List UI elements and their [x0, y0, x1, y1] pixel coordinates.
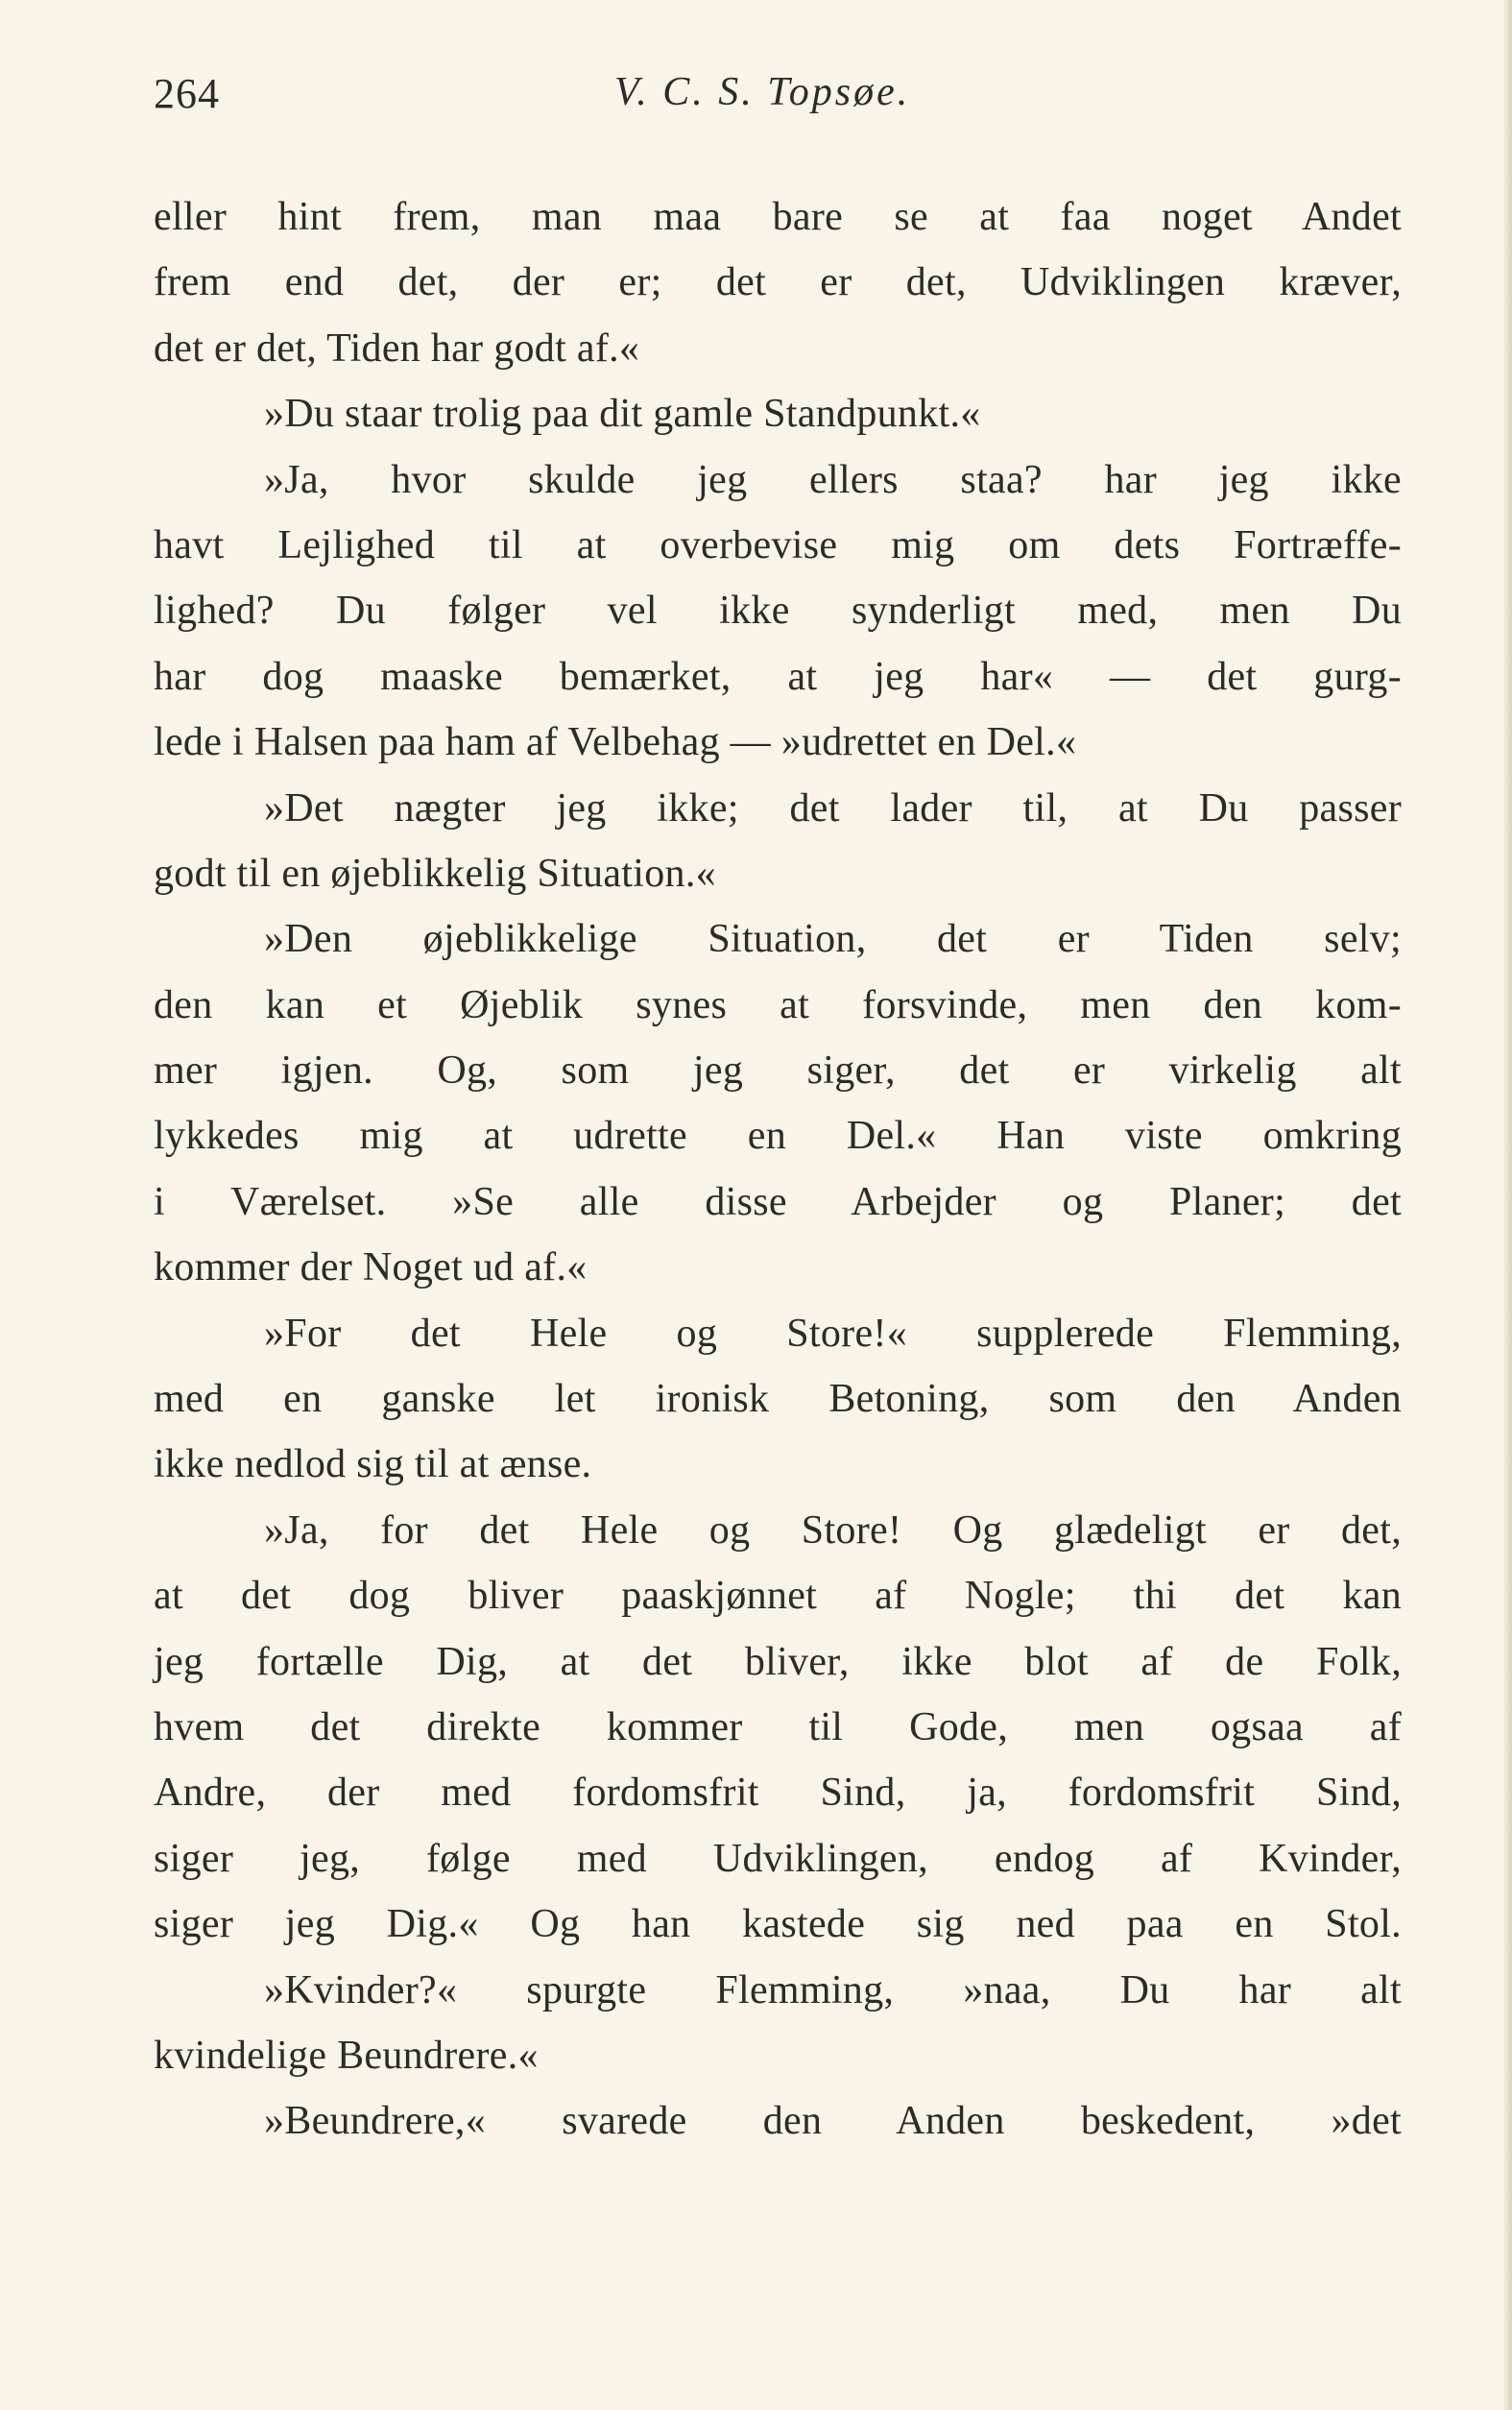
text-line: »Det nægter jeg ikke; det lader til, at Du passer	[264, 785, 1402, 831]
text-line: eller hint frem, man maa bare se at faa noget Andet	[154, 195, 1402, 239]
text-line: »Den øjeblikkelige Situation, det er Tiden selv;	[264, 917, 1402, 962]
text-line: »Kvinder?« spurgte Flemming, »naa, Du har alt	[264, 1967, 1402, 2012]
text-line: i Værelset. »Se alle disse Arbejder og Planer; det	[154, 1179, 1402, 1224]
running-head: V. C. S. Topsøe.	[614, 70, 911, 114]
text-line: »Beundrere,« svarede den Anden beskedent, »det	[264, 2099, 1402, 2144]
text-line: den kan et Øjeblik synes at forsvinde, men den kom-	[154, 982, 1402, 1027]
text-line: »Ja, for det Hele og Store! Og glædeligt er det,	[264, 1507, 1402, 1553]
text-line: kvindelige Beundrere.«	[154, 2033, 539, 2078]
text-line: kommer der Noget ud af.«	[154, 1245, 588, 1290]
text-line: »For det Hele og Store!« supplerede Flemming,	[264, 1311, 1402, 1356]
text-line: Andre, der med fordomsfrit Sind, ja, fordomsfrit Sind,	[154, 1771, 1402, 1816]
text-line: at det dog bliver paaskjønnet af Nogle; thi det kan	[154, 1574, 1402, 1619]
text-line: lede i Halsen paa ham af Velbehag — »udrettet en Del.«	[154, 720, 1077, 765]
text-line: »Ja, hvor skulde jeg ellers staa? har jeg ikke	[264, 457, 1402, 502]
text-line: mer igjen. Og, som jeg siger, det er virkelig alt	[154, 1048, 1402, 1094]
text-line: hvem det direkte kommer til Gode, men ogsaa af	[154, 1704, 1402, 1749]
text-line: jeg fortælle Dig, at det bliver, ikke blot af de Folk,	[154, 1639, 1402, 1684]
text-line: lykkedes mig at udrette en Del.« Han viste omkring	[154, 1114, 1402, 1159]
text-line: siger jeg, følge med Udviklingen, endog af Kvinder,	[154, 1836, 1402, 1881]
page-header	[154, 69, 1402, 127]
page-number: 264	[154, 70, 220, 117]
text-line: havt Lejlighed til at overbevise mig om dets Fortræffe-	[154, 522, 1402, 567]
text-line: frem end det, der er; det er det, Udviklingen kræver,	[154, 260, 1402, 305]
text-line: med en ganske let ironisk Betoning, som den Anden	[154, 1377, 1402, 1422]
text-line: har dog maaske bemærket, at jeg har« — det gurg-	[154, 654, 1402, 699]
text-line: »Du staar trolig paa dit gamle Standpunkt.«	[264, 392, 981, 437]
body-text	[154, 184, 1402, 2155]
text-line: godt til en øjeblikkelig Situation.«	[154, 851, 716, 896]
text-line: ikke nedlod sig til at ænse.	[154, 1442, 592, 1487]
text-line: det er det, Tiden har godt af.«	[154, 325, 640, 371]
text-line: siger jeg Dig.« Og han kastede sig ned paa en Stol.	[154, 1902, 1402, 1947]
text-line: lighed? Du følger vel ikke synderligt med, men Du	[154, 589, 1402, 634]
page-edge	[1504, 0, 1512, 2410]
